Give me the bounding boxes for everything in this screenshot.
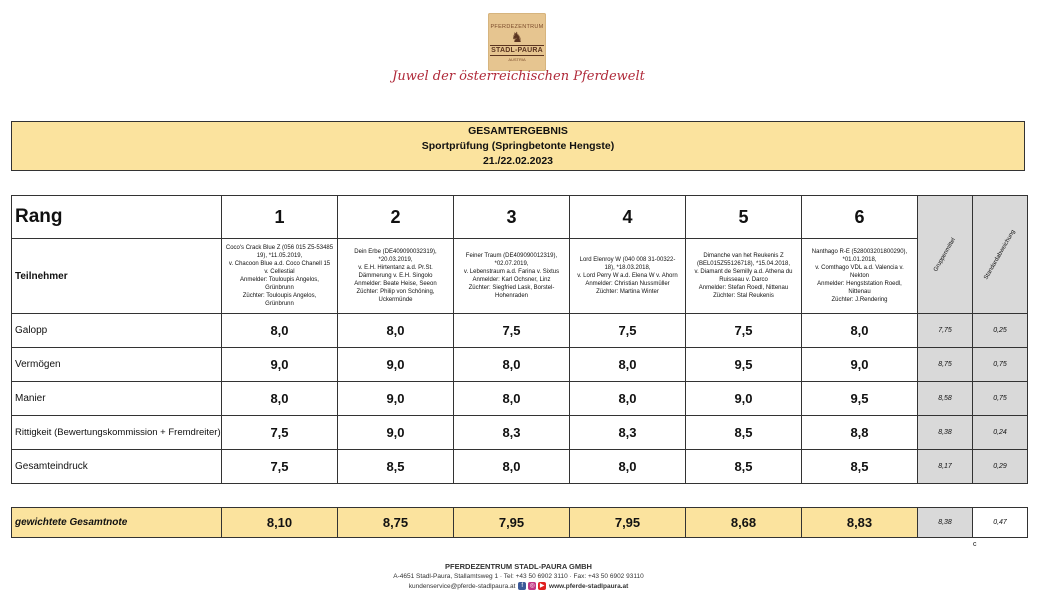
results-table bbox=[11, 195, 1028, 484]
rank-label: Rang bbox=[12, 196, 222, 239]
category-row-vermoegen bbox=[12, 348, 1028, 382]
rank-3: 3 bbox=[454, 196, 570, 239]
logo-arc-text: PFERDEZENTRUM bbox=[490, 24, 544, 30]
score-cell: 9,5 bbox=[686, 348, 802, 382]
total-score: 7,95 bbox=[454, 508, 570, 538]
facebook-icon[interactable]: f bbox=[518, 582, 526, 590]
score-cell: 8,0 bbox=[570, 450, 686, 484]
score-cell: 8,0 bbox=[570, 382, 686, 416]
participant-2: Dein Erbe (DE409090032319), *20.03.2019, v. E.H. Hirtentanz a.d. Pr.St. Dämmerung v. E.H. Singolo Anmelder: Beate Heise, Seeon Züchter: Philip von Schöning, Uckermünde bbox=[338, 239, 454, 314]
category-label: Vermögen bbox=[12, 348, 222, 382]
score-cell: 8,5 bbox=[686, 450, 802, 484]
std-dev-cell: 0,75 bbox=[973, 348, 1028, 382]
horse-icon: ♞ bbox=[510, 29, 524, 45]
total-score: 8,75 bbox=[338, 508, 454, 538]
participant-3: Feiner Traum (DE409090012319), *02.07.2019, v. Lebenstraum a.d. Farina v. Sixtus Anmelder: Karl Ochsner, Linz Züchter: Siegfried Lask, Borstel- Hohenraden bbox=[454, 239, 570, 314]
total-group-mean: 8,38 bbox=[918, 508, 973, 538]
score-cell: 8,0 bbox=[222, 382, 338, 416]
score-cell: 8,0 bbox=[570, 348, 686, 382]
total-row bbox=[12, 508, 1028, 538]
total-score: 8,83 bbox=[802, 508, 918, 538]
c-mark: c bbox=[973, 541, 977, 548]
rank-1: 1 bbox=[222, 196, 338, 239]
group-mean-header: Gruppenmittel bbox=[918, 196, 973, 314]
company-logo bbox=[488, 13, 546, 71]
std-dev-cell: 0,25 bbox=[973, 314, 1028, 348]
score-cell: 9,0 bbox=[338, 348, 454, 382]
score-cell: 9,0 bbox=[338, 382, 454, 416]
score-cell: 7,5 bbox=[454, 314, 570, 348]
group-mean-cell: 8,17 bbox=[918, 450, 973, 484]
participant-4: Lord Elenroy W (040 008 31-00322- 18), *18.03.2018, v. Lord Perry W a.d. Elena W v. Ahorn Anmelder: Christian Nussmüller Züchter: Martina Winter bbox=[570, 239, 686, 314]
score-cell: 8,5 bbox=[802, 450, 918, 484]
std-dev-cell: 0,24 bbox=[973, 416, 1028, 450]
category-label: Manier bbox=[12, 382, 222, 416]
score-cell: 8,5 bbox=[338, 450, 454, 484]
score-cell: 7,5 bbox=[222, 416, 338, 450]
group-mean-cell: 8,58 bbox=[918, 382, 973, 416]
rank-4: 4 bbox=[570, 196, 686, 239]
rank-6: 6 bbox=[802, 196, 918, 239]
logo-brand: STADL-PAURA bbox=[491, 47, 543, 54]
instagram-icon[interactable]: ◎ bbox=[529, 583, 535, 590]
score-cell: 7,5 bbox=[570, 314, 686, 348]
tagline: Juwel der österreichischen Pferdewelt bbox=[392, 69, 645, 84]
youtube-icon[interactable]: ▶ bbox=[539, 583, 545, 590]
category-row-manier bbox=[12, 382, 1028, 416]
std-dev-cell: 0,75 bbox=[973, 382, 1028, 416]
score-cell: 9,0 bbox=[338, 416, 454, 450]
logo-sub: AUSTRIA bbox=[508, 57, 526, 62]
total-std-dev: 0,47 bbox=[973, 508, 1028, 538]
participant-row bbox=[12, 239, 1028, 314]
rank-5: 5 bbox=[686, 196, 802, 239]
footer-address: A-4651 Stadl-Paura, Stallamtsweg 1 · Tel: +43 50 6902 3110 · Fax: +43 50 6902 93110 bbox=[393, 573, 644, 580]
std-dev-cell: 0,29 bbox=[973, 450, 1028, 484]
total-score: 7,95 bbox=[570, 508, 686, 538]
category-row-galopp bbox=[12, 314, 1028, 348]
rank-2: 2 bbox=[338, 196, 454, 239]
score-cell: 8,5 bbox=[686, 416, 802, 450]
total-table bbox=[11, 507, 1028, 538]
footer-company: PFERDEZENTRUM STADL-PAURA GMBH bbox=[445, 562, 592, 571]
group-mean-cell: 7,75 bbox=[918, 314, 973, 348]
footer bbox=[0, 562, 1037, 592]
score-cell: 7,5 bbox=[222, 450, 338, 484]
participant-1: Coco's Crack Blue Z (056 015 Z5-53485 19), *11.05.2019, v. Chacoon Blue a.d. Coco Chanell 15 v. Cellestial Anmelder: Touloupis Angelos, Grünbrunn Züchter: Touloupis Angelos, Grünbrunn bbox=[222, 239, 338, 314]
score-cell: 9,0 bbox=[802, 348, 918, 382]
total-score: 8,10 bbox=[222, 508, 338, 538]
score-cell: 8,0 bbox=[802, 314, 918, 348]
rank-row bbox=[12, 196, 1028, 239]
score-cell: 8,3 bbox=[454, 416, 570, 450]
score-cell: 8,3 bbox=[570, 416, 686, 450]
std-dev-header: Standardabweichung bbox=[973, 196, 1028, 314]
score-cell: 7,5 bbox=[686, 314, 802, 348]
participant-5: Dimanche van het Reukenis Z (BEL015Z55126718), *15.04.2018, v. Diamant de Semilly a.d. Athena du Ruisseau v. Darco Anmelder: Stefan Roedl, Nittenau Züchter: Stal Reukenis bbox=[686, 239, 802, 314]
score-cell: 8,0 bbox=[454, 382, 570, 416]
total-score: 8,68 bbox=[686, 508, 802, 538]
result-header bbox=[11, 121, 1025, 171]
header-title: GESAMTERGEBNIS bbox=[468, 125, 568, 137]
participant-6: Nanthago R-E (528003201800290), *01.01.2018, v. Comthago VDL a.d. Valencia v. Nekton Anmelder: Hengststation Roedl, Nittenau Züchter: J.Rendering bbox=[802, 239, 918, 314]
score-cell: 9,5 bbox=[802, 382, 918, 416]
category-label: Gesamteindruck bbox=[12, 450, 222, 484]
score-cell: 8,8 bbox=[802, 416, 918, 450]
group-mean-cell: 8,75 bbox=[918, 348, 973, 382]
participant-label: Teilnehmer bbox=[12, 239, 222, 314]
footer-email[interactable]: kundenservice@pferde-stadlpaura.at bbox=[408, 583, 516, 590]
score-cell: 9,0 bbox=[686, 382, 802, 416]
header-subtitle: Sportprüfung (Springbetonte Hengste) bbox=[421, 140, 615, 152]
footer-website[interactable]: www.pferde-stadlpaura.at bbox=[549, 583, 629, 590]
header-date: 21./22.02.2023 bbox=[482, 155, 554, 167]
score-cell: 9,0 bbox=[222, 348, 338, 382]
category-label: Galopp bbox=[12, 314, 222, 348]
total-label: gewichtete Gesamtnote bbox=[12, 508, 222, 538]
score-cell: 8,0 bbox=[454, 450, 570, 484]
category-row-rittigkeit bbox=[12, 416, 1028, 450]
score-cell: 8,0 bbox=[338, 314, 454, 348]
category-row-gesamteindruck bbox=[12, 450, 1028, 484]
footer-contact bbox=[0, 582, 1037, 592]
group-mean-cell: 8,38 bbox=[918, 416, 973, 450]
category-label: Rittigkeit (Bewertungskommission + Fremdreiter) bbox=[12, 416, 222, 450]
score-cell: 8,0 bbox=[454, 348, 570, 382]
score-cell: 8,0 bbox=[222, 314, 338, 348]
